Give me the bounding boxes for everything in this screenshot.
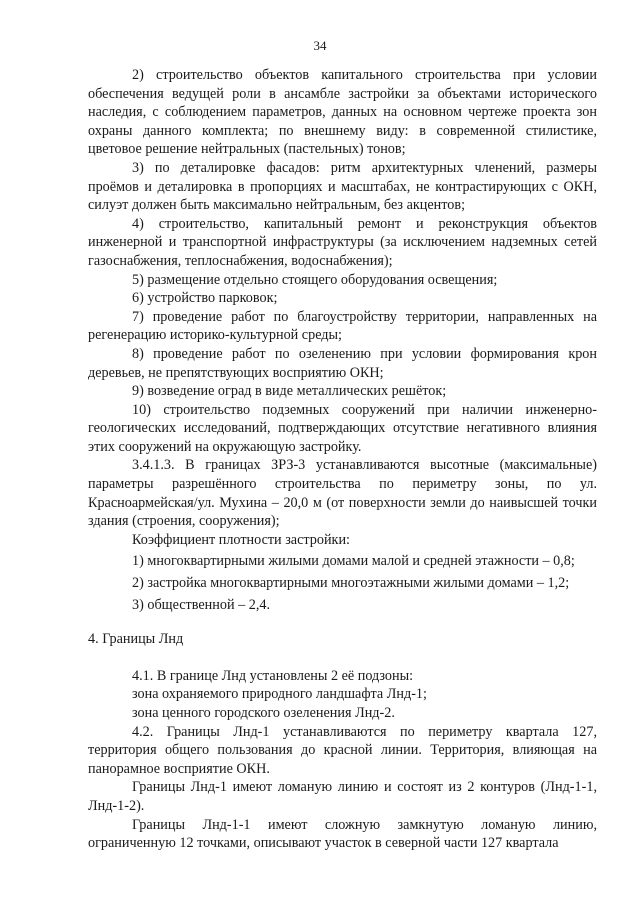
document-body: [88, 66, 597, 853]
paragraph-density-2: 2) застройка многоквартирными многоэтажными жилыми домами – 1,2;: [132, 575, 570, 592]
paragraph-item-7: 7) проведение работ по благоустройству территории, направленных на регенерацию историко-культурной среды;: [88, 308, 597, 344]
section-heading: 4. Границы Лнд: [88, 631, 184, 648]
paragraph-item-6: 6) устройство парковок;: [132, 290, 278, 307]
paragraph-item-8: 8) проведение работ по озеленению при условии формирования крон деревьев, не препятствующих восприятию ОКН;: [88, 345, 597, 381]
paragraph-density-3: 3) общественной – 2,4.: [132, 596, 271, 613]
paragraph-subzones: 4.1. В границе Лнд установлены 2 её подзоны:: [132, 667, 414, 684]
paragraph-item-3: 3) по деталировке фасадов: ритм архитектурных членений, размеры проёмов и деталировка в пропорциях и масштабах, не контрастирующих с ОКН, силуэт должен быть максимально нейтральным, без акцентов;: [88, 159, 597, 214]
paragraph-item-4: 4) строительство, капитальный ремонт и реконструкция объектов инженерной и транспортной инфраструктуры (за исключением надземных сетей газоснабжения, теплоснабжения, водоснабжения);: [88, 215, 597, 269]
paragraph-density-title: Коэффициент плотности застройки:: [132, 531, 350, 548]
paragraph-lnd1-boundary: 4.2. Границы Лнд-1 устанавливаются по периметру квартала 127, территория общего пользования до красной линии. Территория, влияющая на панорамное восприятие ОКН.: [88, 723, 597, 777]
paragraph-lnd1-contours: Границы Лнд-1 имеют ломаную линию и состоят из 2 контуров (Лнд-1-1, Лнд-1-2).: [88, 779, 597, 814]
page-number: 34: [313, 38, 327, 53]
paragraph-item-9: 9) возведение оград в виде металлических решёток;: [132, 383, 447, 400]
paragraph-item-5: 5) размещение отдельно стоящего оборудования освещения;: [132, 271, 498, 288]
paragraph-height-params: 3.4.1.3. В границах ЗРЗ-3 устанавливаются высотные (максимальные) параметры разрешённого строительства по периметру зоны, по ул. Красноармейская/ул. Мухина – 20,0 м (от поверхности земли до наивысшей точки здания (строения, сооружения);: [88, 457, 597, 530]
paragraph-item-2: 2) строительство объектов капитального строительства при условии обеспечения ведущей роли в ансамбле застройки за объектами исторического наследия, с соблюдением параметров, данных на основном чертеже проекта зон охраны данного комплекта; по внешнему виду: в современной стилистике, цветовое решение нейтральных (пастельных) тонов;: [88, 67, 597, 158]
paragraph-item-10: 10) строительство подземных сооружений при наличии инженерно-геологических исследований, подтверждающих отсутствие негативного влияния этих сооружений на окружающую застройку.: [88, 401, 597, 455]
paragraph-lnd1-1-boundary: Границы Лнд-1-1 имеют сложную замкнутую ломаную линию, ограниченную 12 точками, описывают участок в северной части 127 квартала: [88, 816, 597, 852]
paragraph-subzone-1: зона охраняемого природного ландшафта Лнд-1;: [132, 686, 427, 703]
paragraph-subzone-2: зона ценного городского озеленения Лнд-2.: [132, 705, 395, 721]
paragraph-density-1: 1) многоквартирными жилыми домами малой и средней этажности – 0,8;: [132, 553, 575, 570]
